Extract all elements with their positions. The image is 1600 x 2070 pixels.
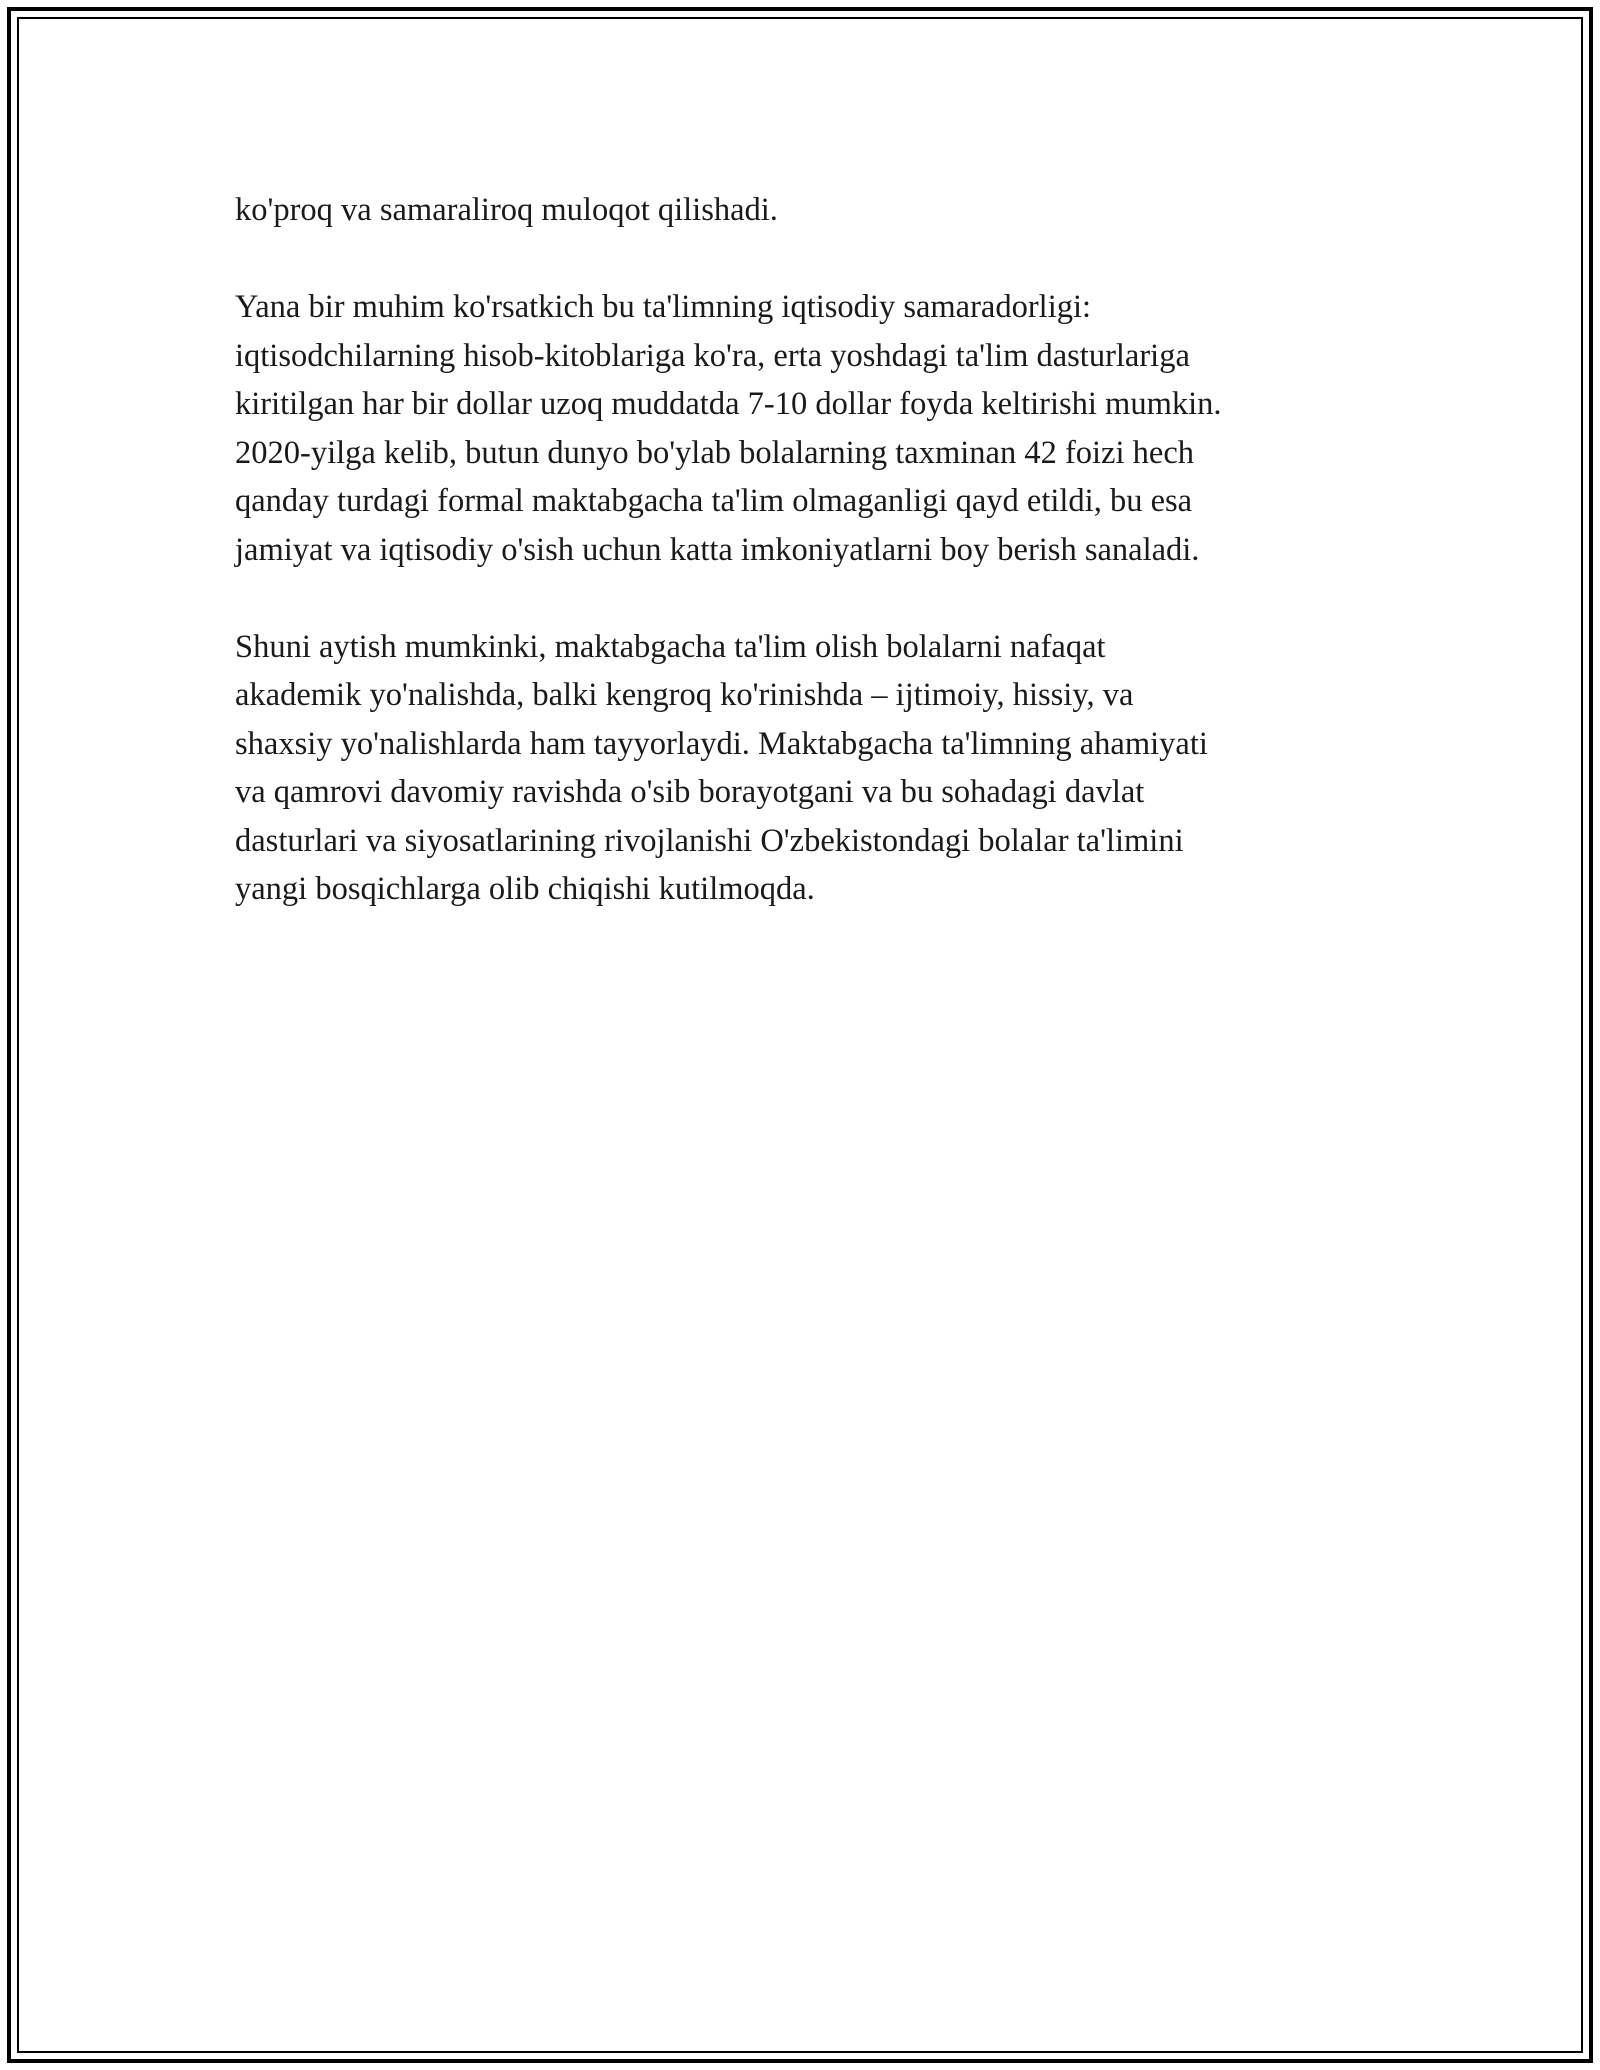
text-line: 2020-yilga kelib, butun dunyo bo'ylab bolalarning taxminan 42 foizi hech [235,434,1194,471]
text-line: akademik yo'nalishda, balki kengroq ko'rinishda – ijtimoiy, hissiy, va [235,677,1134,713]
text-line: va qamrovi davomiy ravishda o'sib borayotgani va bu sohadagi davlat [235,774,1145,810]
paragraph-1 [235,186,1375,235]
document-body [235,186,1375,962]
text-line: ko'proq va samaraliroq muloqot qilishadi. [235,192,778,228]
paragraph-3 [235,623,1375,914]
text-line: shaxsiy yo'nalishlarda ham tayyorlaydi. Maktabgacha ta'limning ahamiyati [235,725,1208,762]
text-line: iqtisodchilarning hisob-kitoblariga ko'ra, erta yoshdagi ta'lim dasturlariga [235,337,1190,374]
text-line: Yana bir muhim ko'rsatkich bu ta'limning iqtisodiy samaradorligi: [235,289,1092,325]
paragraph-2 [235,283,1375,574]
text-line: qanday turdagi formal maktabgacha ta'lim olmaganligi qayd etildi, bu esa [235,483,1193,519]
text-line: jamiyat va iqtisodiy o'sish uchun katta imkoniyatlarni boy berish sanaladi. [235,531,1200,568]
text-line: dasturlari va siyosatlarining rivojlanishi O'zbekistondagi bolalar ta'limini [235,822,1184,859]
text-line: yangi bosqichlarga olib chiqishi kutilmoqda. [235,871,815,907]
text-line: Shuni aytish mumkinki, maktabgacha ta'lim olish bolalarni nafaqat [235,628,1106,665]
text-line: kiritilgan har bir dollar uzoq muddatda 7-10 dollar foyda keltirishi mumkin. [235,386,1222,422]
